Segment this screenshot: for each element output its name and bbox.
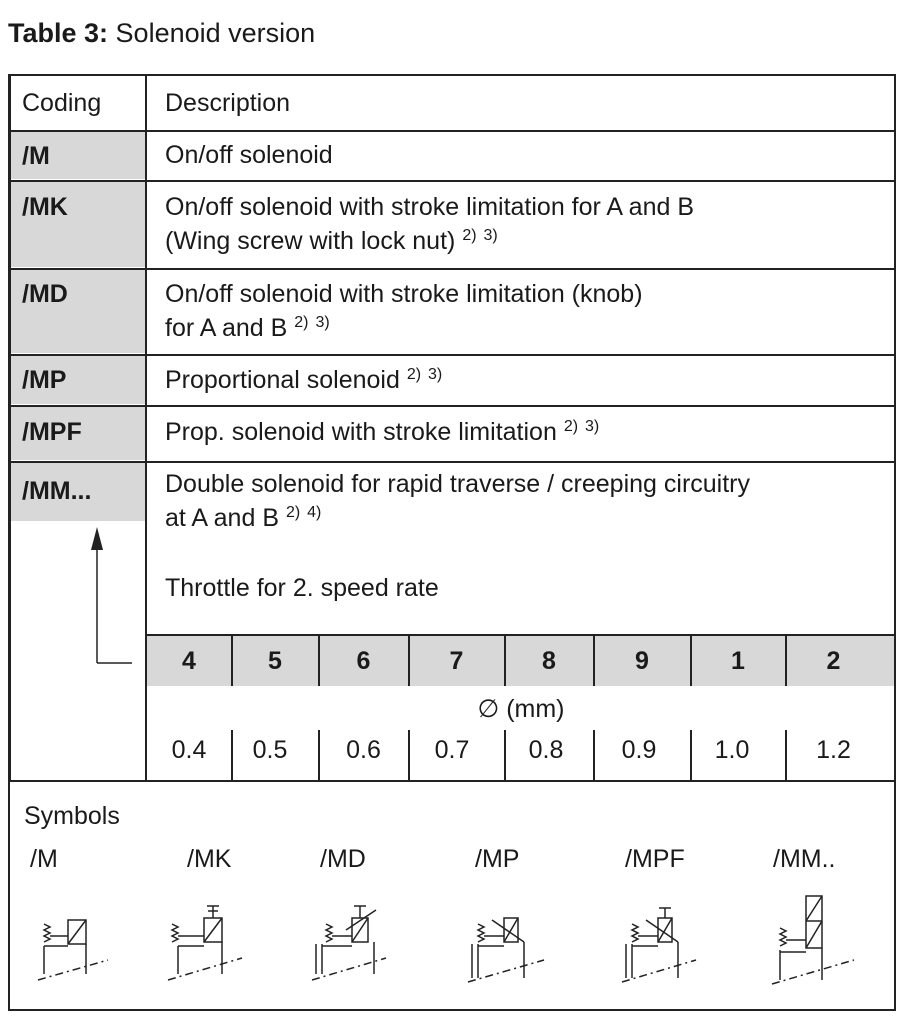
diameter-value: 0.7 <box>434 736 470 764</box>
symbol-label: /MD <box>320 845 366 873</box>
footnote-ref: 2) <box>285 504 301 521</box>
speed-code: 4 <box>182 647 196 675</box>
speed-code: 7 <box>449 647 464 675</box>
symbol-label: /MM.. <box>773 845 836 873</box>
solenoid-symbol-icon <box>770 894 860 988</box>
throttle-label: Throttle for 2. speed rate <box>165 574 439 602</box>
description-line: Proportional solenoid <box>165 366 400 394</box>
diameter-value: 0.5 <box>252 736 288 764</box>
diameter-value: 0.4 <box>171 736 207 764</box>
row-description <box>165 277 643 349</box>
footnote-ref: 2) <box>294 314 309 331</box>
symbols-border-bottom <box>8 1009 896 1011</box>
row-divider <box>8 130 896 132</box>
solenoid-symbol-icon <box>306 904 388 986</box>
symbol-label: /MP <box>475 845 520 873</box>
row-code: /MK <box>22 193 68 221</box>
row-code: /M <box>22 142 50 170</box>
row-divider <box>8 354 896 356</box>
description-line: On/off solenoid <box>165 141 333 169</box>
row-description <box>165 467 750 539</box>
table-title-label: Table 3: <box>8 18 109 48</box>
footnote-ref: 3) <box>428 366 443 383</box>
description-line: On/off solenoid with stroke limitation for A and B <box>165 193 694 221</box>
table-border-top <box>8 74 896 76</box>
symbol-label: /MK <box>187 845 232 873</box>
diameter-value: 0.6 <box>346 736 381 764</box>
speed-code: 1 <box>731 647 745 675</box>
solenoid-symbol-icon <box>464 908 546 988</box>
row-description <box>165 138 333 172</box>
description-line: Double solenoid for rapid traverse / creeping circuitry <box>165 470 750 498</box>
description-line: On/off solenoid with stroke limitation (knob) <box>165 280 643 308</box>
speed-code: 2 <box>826 647 841 675</box>
row-divider <box>8 180 896 182</box>
diameter-value: 1.0 <box>714 736 750 764</box>
diameter-value: 1.2 <box>816 736 851 764</box>
speed-code: 8 <box>542 647 556 675</box>
footnote-ref: 2) <box>563 418 579 435</box>
row-code: /MM... <box>22 477 92 505</box>
speed-code: 9 <box>635 647 649 675</box>
symbol-label: /M <box>30 845 58 873</box>
row-divider <box>8 405 896 407</box>
diameter-value: 0.8 <box>528 736 564 764</box>
symbols-border-left <box>8 780 10 1011</box>
footnote-ref: 3) <box>483 227 498 244</box>
footnote-ref: 2) <box>406 366 422 383</box>
row-description <box>165 363 442 401</box>
row-code: /MPF <box>22 418 82 446</box>
table-title <box>8 18 315 49</box>
footnote-ref: 4) <box>307 504 322 521</box>
diameter-header: ∅ (mm) <box>477 695 565 723</box>
solenoid-symbol-icon <box>164 904 244 986</box>
footnote-ref: 3) <box>315 314 330 331</box>
table-title-text: Solenoid version <box>115 18 316 48</box>
row-description <box>165 415 599 453</box>
solenoid-symbol-icon <box>36 912 116 987</box>
footnote-ref: 2) <box>462 227 477 244</box>
header-coding: Coding <box>22 89 102 117</box>
row-divider <box>8 461 896 463</box>
symbols-title: Symbols <box>24 802 120 830</box>
row-description <box>165 190 694 262</box>
footnote-ref: 3) <box>585 418 600 435</box>
speed-code: 5 <box>268 647 282 675</box>
diameter-value: 0.9 <box>621 736 657 764</box>
row-code: /MP <box>22 366 67 394</box>
solenoid-symbol-icon <box>616 906 698 988</box>
symbol-label: /MPF <box>625 845 685 873</box>
table-bottom <box>8 780 896 782</box>
row-divider <box>8 268 896 270</box>
throttle-arrow-icon <box>80 525 140 670</box>
description-line: (Wing screw with lock nut) <box>165 227 456 255</box>
description-line: Prop. solenoid with stroke limitation <box>165 418 557 446</box>
description-line: at A and B <box>165 504 279 532</box>
description-line: for A and B <box>165 314 288 342</box>
speed-code: 6 <box>356 647 371 675</box>
row-code: /MD <box>22 280 68 308</box>
header-description: Description <box>165 89 291 117</box>
table-border-right <box>894 74 896 1011</box>
